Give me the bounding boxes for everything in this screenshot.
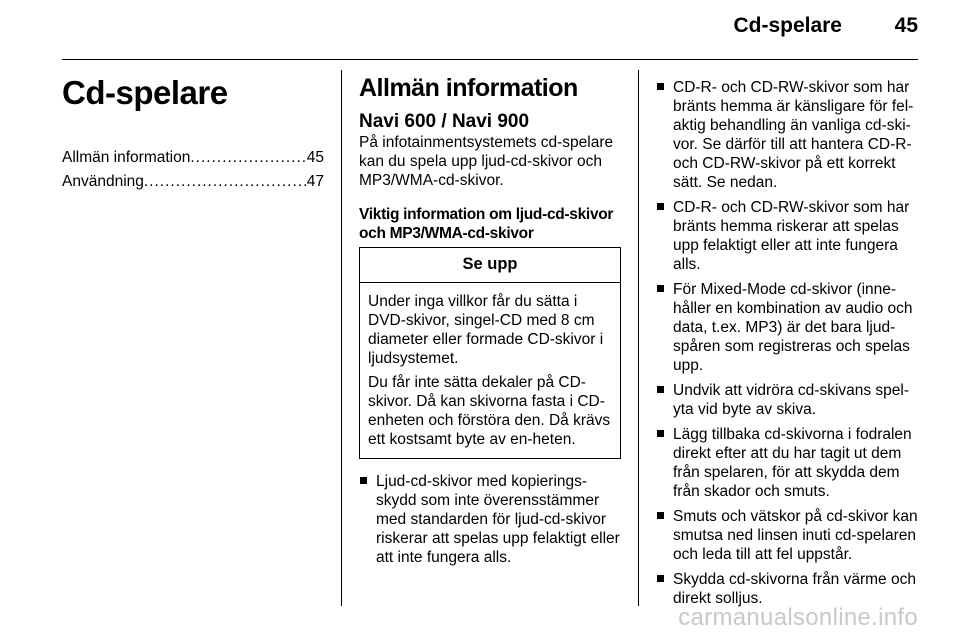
toc-label: Användning bbox=[62, 173, 144, 190]
toc-entry-allman-information[interactable] bbox=[62, 146, 324, 170]
list-item bbox=[656, 381, 920, 419]
chapter-column bbox=[62, 74, 324, 194]
caution-paragraph: Under inga villkor får du sätta i DVD-skivor, singel-CD med 8 cm diameter eller formade CD-skivor i ljudsystemet. bbox=[368, 293, 604, 367]
list-item bbox=[656, 507, 920, 564]
list-item bbox=[656, 425, 920, 501]
list-item bbox=[656, 78, 920, 192]
section-subtitle: Navi 600 / Navi 900 bbox=[359, 111, 530, 132]
list-item bbox=[359, 472, 621, 567]
list-item-text: CD-R- och CD-RW-skivor som har bränts hemma är känsligare för fel-aktig behandling än vanliga cd-ski-vor. Se därför till att hantera CD-R- och CD-RW-skivor på ett korrekt sätt. Se nedan. bbox=[673, 79, 914, 191]
list-item-text: För Mixed-Mode cd-skivor (inne-håller en kombination av audio och data, t.ex. MP3) är det bara ljud-spåren som registreras och spelas upp. bbox=[673, 281, 913, 374]
list-item-text: Lägg tillbaka cd-skivorna i fodralen direkt efter att du har tagit ut dem från spelaren, för att skydda dem från skador och smuts. bbox=[673, 426, 912, 500]
bullet-square-icon bbox=[657, 386, 664, 393]
caution-body bbox=[360, 283, 620, 458]
list-item-text: Undvik att vidröra cd-skivans spel-yta vid byte av skiva. bbox=[673, 382, 910, 418]
bullet-square-icon bbox=[657, 575, 664, 582]
table-of-contents bbox=[62, 146, 324, 194]
section-title: Allmän information bbox=[359, 74, 578, 102]
caution-paragraph: Du får inte sätta dekaler på CD-skivor. Då kan skivorna fasta i CD-enheten och förstöra den. Då krävs ett kostsamt byte av en-heten. bbox=[368, 374, 611, 448]
toc-entry-anvandning[interactable] bbox=[62, 170, 324, 194]
watermark: carmanualsonline.info bbox=[678, 604, 918, 631]
list-item-text: Smuts och vätskor på cd-skivor kan smutsa ned linsen inuti cd-spelaren och leda till att fel uppstår. bbox=[673, 508, 918, 563]
bullet-square-icon bbox=[657, 203, 664, 210]
header-rule bbox=[62, 59, 918, 60]
toc-leader-dots bbox=[144, 170, 307, 194]
bullet-list bbox=[359, 472, 621, 567]
bullet-square-icon bbox=[657, 512, 664, 519]
column-divider-1 bbox=[341, 70, 342, 606]
toc-label: Allmän information bbox=[62, 149, 191, 166]
important-heading: Viktig information om ljud-cd-skivor och MP3/WMA-cd-skivor bbox=[359, 206, 614, 242]
page-number: 45 bbox=[894, 14, 918, 37]
bullet-square-icon bbox=[360, 477, 367, 484]
chapter-title: Cd-spelare bbox=[62, 74, 228, 111]
intro-paragraph: På infotainmentsystemets cd-spelare kan du spela upp ljud-cd-skivor och MP3/WMA-cd-skivor. bbox=[359, 134, 614, 189]
page-header-title: Cd-spelare bbox=[733, 14, 842, 37]
bullet-square-icon bbox=[657, 430, 664, 437]
bullet-square-icon bbox=[657, 83, 664, 90]
list-item-text: Ljud-cd-skivor med kopierings-skydd som inte överensstämmer med standarden för ljud-cd-skivor riskerar att spelas upp felaktigt eller att inte fungera alls. bbox=[376, 473, 620, 566]
caution-box bbox=[359, 247, 621, 459]
list-item bbox=[656, 280, 920, 375]
column-divider-2 bbox=[638, 70, 639, 606]
bullet-list bbox=[656, 78, 920, 608]
toc-page: 47 bbox=[306, 173, 324, 190]
list-item bbox=[656, 570, 920, 608]
caution-heading: Se upp bbox=[360, 248, 620, 283]
toc-leader-dots bbox=[190, 146, 306, 170]
list-item-text: Skydda cd-skivorna från värme och direkt solljus. bbox=[673, 571, 916, 607]
right-column bbox=[656, 78, 920, 614]
list-item bbox=[656, 198, 920, 274]
toc-page: 45 bbox=[306, 149, 324, 166]
list-item-text: CD-R- och CD-RW-skivor som har bränts hemma riskerar att spelas upp felaktigt eller att inte fungera alls. bbox=[673, 199, 910, 273]
middle-column bbox=[359, 74, 621, 573]
bullet-square-icon bbox=[657, 285, 664, 292]
